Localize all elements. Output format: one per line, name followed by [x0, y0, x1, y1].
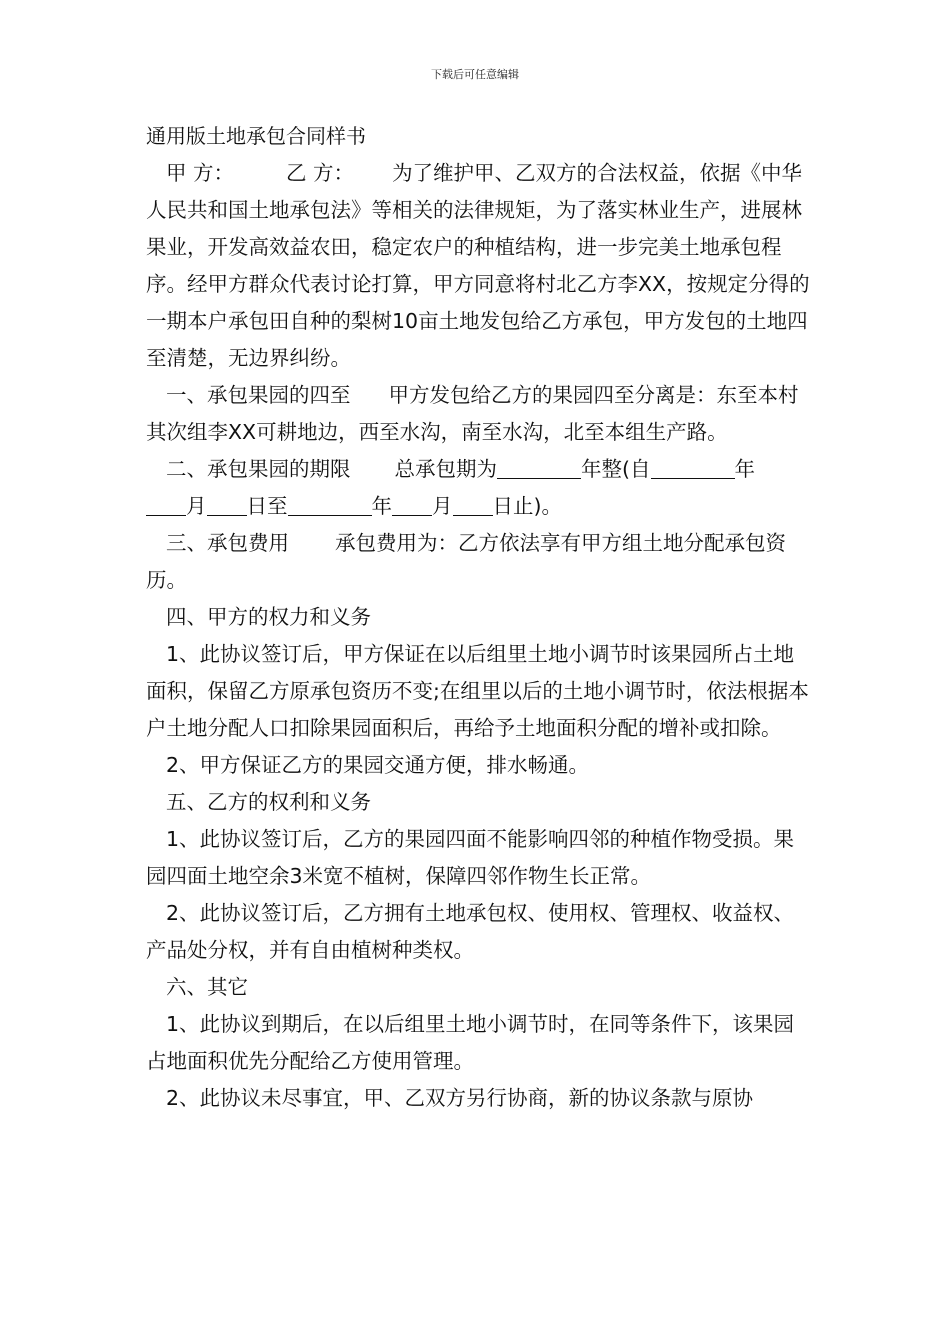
party-a-label: 甲 方：: [166, 161, 235, 185]
blank-start-year: [651, 456, 735, 479]
section-5-heading: 五、乙方的权利和义务: [166, 790, 371, 814]
blank-end-month: [392, 493, 432, 516]
section-2-text-e: 日至: [246, 494, 288, 518]
section-2: [146, 451, 811, 525]
section-3: [146, 525, 811, 599]
section-2-text-h: 日止)。: [492, 494, 562, 518]
blank-end-year: [288, 493, 372, 516]
section-2-text-g: 月: [432, 494, 453, 518]
section-6-item-2: 2、此协议未尽事宜，甲、乙双方另行协商，新的协议条款与原协: [166, 1086, 754, 1110]
section-2-text-f: 年: [371, 494, 392, 518]
section-1: [146, 377, 811, 451]
blank-start-month: [146, 493, 186, 516]
page-header: 下载后可任意编辑: [431, 68, 519, 81]
blank-start-day: [207, 493, 247, 516]
section-2-text-a: 总承包期为: [394, 457, 497, 481]
section-5-item-1: 1、此协议签订后，乙方的果园四面不能影响四邻的种植作物受损。果园四面土地空余3米宽不植树，保障四邻作物生长正常。: [146, 827, 795, 888]
blank-total-years: [497, 456, 581, 479]
section-1-text: 甲方发包给乙方的果园四至分离是：东至本村其次组李XX可耕地边，西至水沟，南至水沟，北至本组生产路。: [146, 383, 799, 444]
section-2-text-c: 年: [734, 457, 755, 481]
document-title: 通用版土地承包合同样书: [146, 124, 366, 148]
section-2-text-b: 年整(自: [581, 457, 651, 481]
section-4-item-1: 1、此协议签订后，甲方保证在以后组里土地小调节时该果园所占土地面积，保留乙方原承包资历不变;在组里以后的土地小调节时，依法根据本户土地分配人口扣除果园面积后，再给予土地面积分配的增补或扣除。: [146, 642, 809, 740]
section-5-item-2: 2、此协议签订后，乙方拥有土地承包权、使用权、管理权、收益权、产品处分权，并有自由植树种类权。: [146, 901, 795, 962]
party-b-label: 乙 方：: [286, 161, 355, 185]
section-6-item-1: 1、此协议到期后，在以后组里土地小调节时，在同等条件下，该果园占地面积优先分配给乙方使用管理。: [146, 1012, 795, 1073]
document-body: [146, 118, 811, 1117]
blank-end-day: [453, 493, 493, 516]
section-4-item-2: 2、甲方保证乙方的果园交通方便，排水畅通。: [166, 753, 590, 777]
intro-paragraph: [146, 155, 811, 377]
section-4-heading: 四、甲方的权力和义务: [166, 605, 371, 629]
section-2-heading: 二、承包果园的期限: [166, 457, 351, 481]
intro-text: 为了维护甲、乙双方的合法权益，依据《中华人民共和国土地承包法》等相关的法律规矩，为了落实林业生产，进展林果业，开发高效益农田，稳定农户的种植结构，进一步完美土地承包程序。经甲方群众代表讨论打算，甲方同意将村北乙方李XX，按规定分得的一期本户承包田自种的梨树10亩土地发包给乙方承包，甲方发包的土地四至清楚，无边界纠纷。: [146, 161, 810, 370]
section-3-heading: 三、承包费用: [166, 531, 289, 555]
section-3-text: 承包费用为：乙方依法享有甲方组土地分配承包资历。: [146, 531, 786, 592]
section-6-heading: 六、其它: [166, 975, 248, 999]
section-2-text-d: 月: [186, 494, 207, 518]
section-1-heading: 一、承包果园的四至: [166, 383, 351, 407]
